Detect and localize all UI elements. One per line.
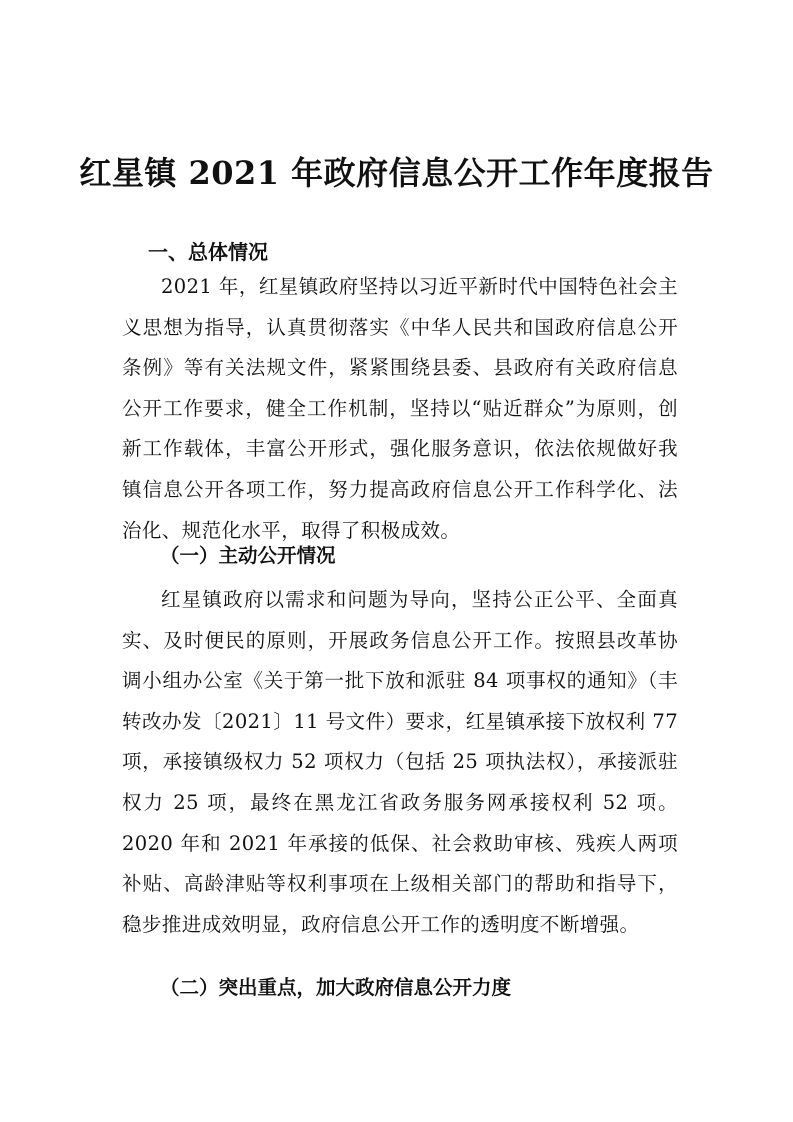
document-title: 红星镇 2021 年政府信息公开工作年度报告 bbox=[79, 154, 714, 192]
active-disclosure-paragraph: 红星镇政府以需求和问题为导向，坚持公正公平、全面真实、及时便民的原则，开展政务信息公开工作。按照县改革协调小组办公室《关于第一批下放和派驻 84 项事权的通知》（丰转改办发〔2021〕11 号文件）要求，红星镇承接下放权利 77 项，承接镇级权力 52 项权力（包括 25 项执法权），承接派驻权力 25 项，最终在黑龙江省政务服务网承接权利 52 项。2020 年和 2021 年承接的低保、社会救助审核、残疾人两项补贴、高龄津贴等权利事项在上级相关部门的帮助和指导下，稳步推进成效明显，政府信息公开工作的透明度不断增强。 bbox=[122, 588, 678, 936]
subsection-heading-active-disclosure: （一）主动公开情况 bbox=[160, 544, 336, 567]
overview-paragraph: 2021 年，红星镇政府坚持以习近平新时代中国特色社会主义思想为指导，认真贯彻落实《中华人民共和国政府信息公开条例》等有关法规文件，紧紧围绕县委、县政府有关政府信息公开工作要求，健全工作机制，坚持以“贴近群众”为原则，创新工作载体，丰富公开形式，强化服务意识，依法依规做好我镇信息公开各项工作，努力提高政府信息公开工作科学化、法治化、规范化水平，取得了积极成效。 bbox=[122, 275, 678, 542]
section-heading-overview: 一、总体情况 bbox=[148, 240, 268, 264]
subsection-heading-key-points: （二）突出重点，加大政府信息公开力度 bbox=[160, 976, 512, 999]
